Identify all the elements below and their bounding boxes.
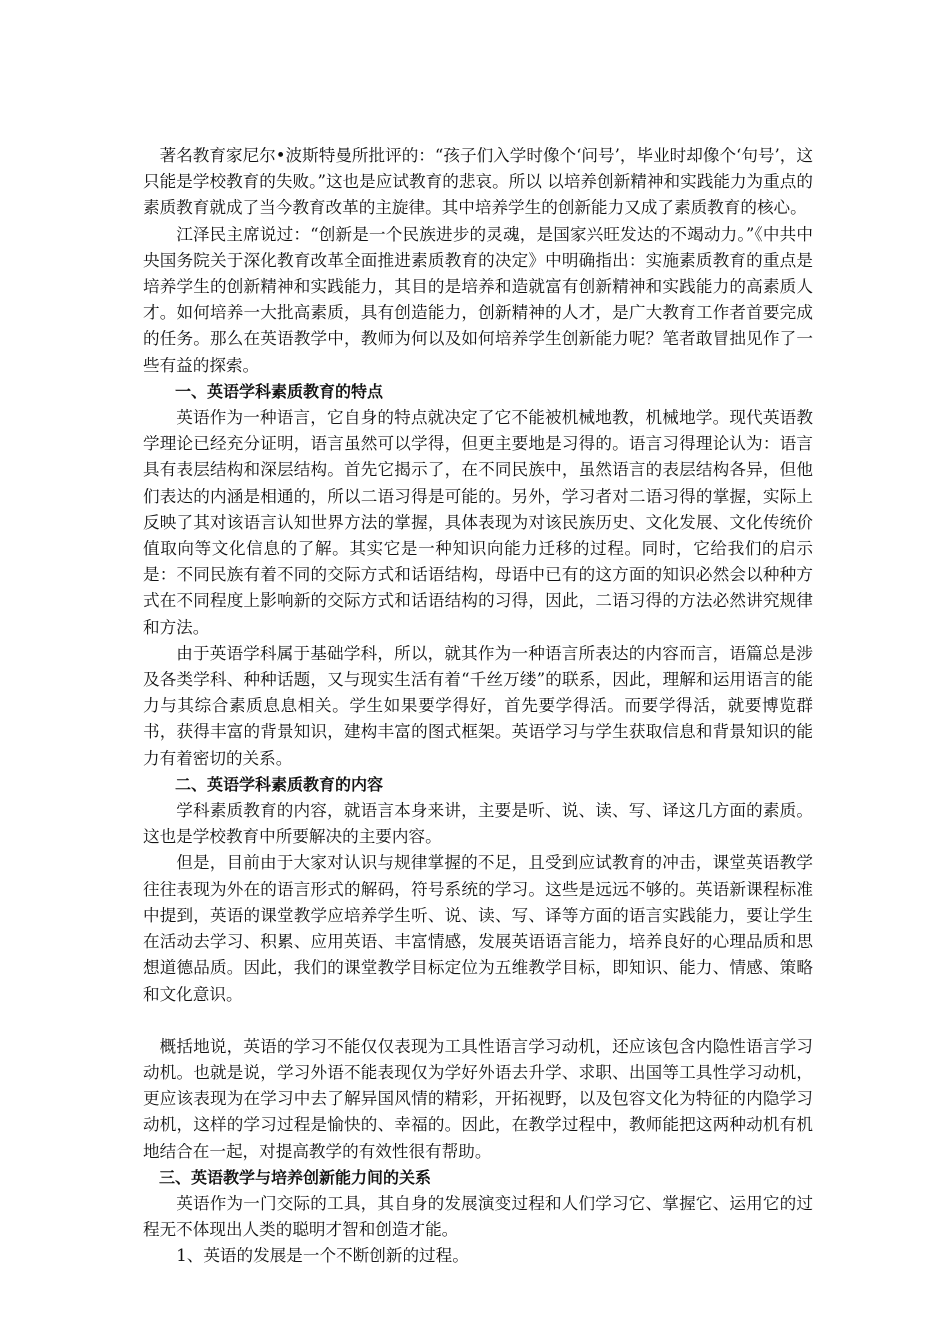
- paragraph-jiang-quote: 江泽民主席说过：“创新是一个民族进步的灵魂，是国家兴旺发达的不竭动力。”《中共中央国务院关于深化教育改革全面推进素质教育的决定》中明确指出：实施素质教育的重点是培养学生的创新精神和实践能力，其目的是培养和造就富有创新精神和实践能力的高素质人才。如何培养一大批高素质，具有创造能力，创新精神的人才，是广大教育工作者首要完成的任务。那么在英语教学中，教师为何以及如何培养学生创新能力呢？笔者敢冒拙见作了一些有益的探索。: [143, 224, 813, 375]
- paragraph-communication-tool: 英语作为一门交际的工具，其自身的发展演变过程和人们学习它、掌握它、运用它的过程无不体现出人类的聪明才智和创造才能。: [143, 1193, 813, 1240]
- paragraph-content: 学科素质教育的内容，就语言本身来讲，主要是听、说、读、写、译这几方面的素质。这也是学校教育中所要解决的主要内容。: [143, 801, 813, 847]
- section-heading-2: 二、英语学科素质教育的内容: [175, 774, 384, 794]
- paragraph-basic-subject: 由于英语学科属于基础学科，所以，就其作为一种语言所表达的内容而言，语篇总是涉及各类学科、种种话题，又与现实生活有着“千丝万缕”的联系，因此，理解和运用语言的能力与其综合素质息息相关。学生如果要学得好，首先要学得活。而要学得活，就要博览群书，获得丰富的背景知识，建构丰富的图式框架。英语学习与学生获取信息和背景知识的能力有着密切的关系。: [143, 643, 813, 768]
- paragraph-motivation: 概括地说，英语的学习不能仅仅表现为工具性语言学习动机，还应该包含内隐性语言学习动机。也就是说，学习外语不能表现仅为学好外语去升学、求职、出国等工具性学习动机，更应该表现为在学习中去了解异国风情的精彩，开拓视野，以及包容文化为特征的内隐学习动机，这样的学习过程是愉快的、幸福的。因此，在教学过程中，教师能把这两种动机有机地结合在一起，对提高教学的有效性很有帮助。: [143, 1036, 813, 1161]
- paragraph-intro: 著名教育家尼尔•波斯特曼所批评的：“孩子们入学时像个‘问号’，毕业时却像个‘句号’，这只能是学校教育的失败。”这也是应试教育的悲哀。所以 以培养创新精神和实践能力为重点的素质教育就成了当今教育改革的主旋律。其中培养学生的创新能力又成了素质教育的核心。: [143, 146, 813, 218]
- paragraph-however: 但是，目前由于大家对认识与规律掌握的不足，且受到应试教育的冲击，课堂英语教学往往表现为外在的语言形式的解码，符号系统的学习。这些是远远不够的。英语新课程标准中提到，英语的课堂教学应培养学生听、说、读、写、译等方面的语言实践能力，要让学生在活动去学习、积累、应用英语、丰富情感，发展英语语言能力，培养良好的心理品质和思想道德品质。因此，我们的课堂教学目标定位为五维教学目标，即知识、能力、情感、策略和文化意识。: [143, 853, 813, 1004]
- list-item-1: 1、英语的发展是一个不断创新的过程。: [176, 1246, 469, 1266]
- blank-line: [143, 1008, 813, 1034]
- section-heading-1: 一、英语学科素质教育的特点: [175, 381, 384, 401]
- paragraph-language-acquisition: 英语作为一种语言，它自身的特点就决定了它不能被机械地教，机械地学。现代英语教学理论已经充分证明，语言虽然可以学得，但更主要地是习得的。语言习得理论认为：语言具有表层结构和深层结构。首先它揭示了，在不同民族中，虽然语言的表层结构各异，但他们表达的内涵是相通的，所以二语习得是可能的。另外，学习者对二语习得的掌握，实际上反映了其对该语言认知世界方法的掌握，具体表现为对该民族历史、文化发展、文化传统价值取向等文化信息的了解。其实它是一种知识向能力迁移的过程。同时，它给我们的启示是：不同民族有着不同的交际方式和话语结构，母语中已有的这方面的知识必然会以种种方式在不同程度上影响新的交际方式和话语结构的习得，因此，二语习得的方法必然讲究规律和方法。: [143, 408, 813, 637]
- document-page: [143, 143, 813, 1270]
- section-heading-3: 三、英语教学与培养创新能力间的关系: [159, 1167, 432, 1187]
